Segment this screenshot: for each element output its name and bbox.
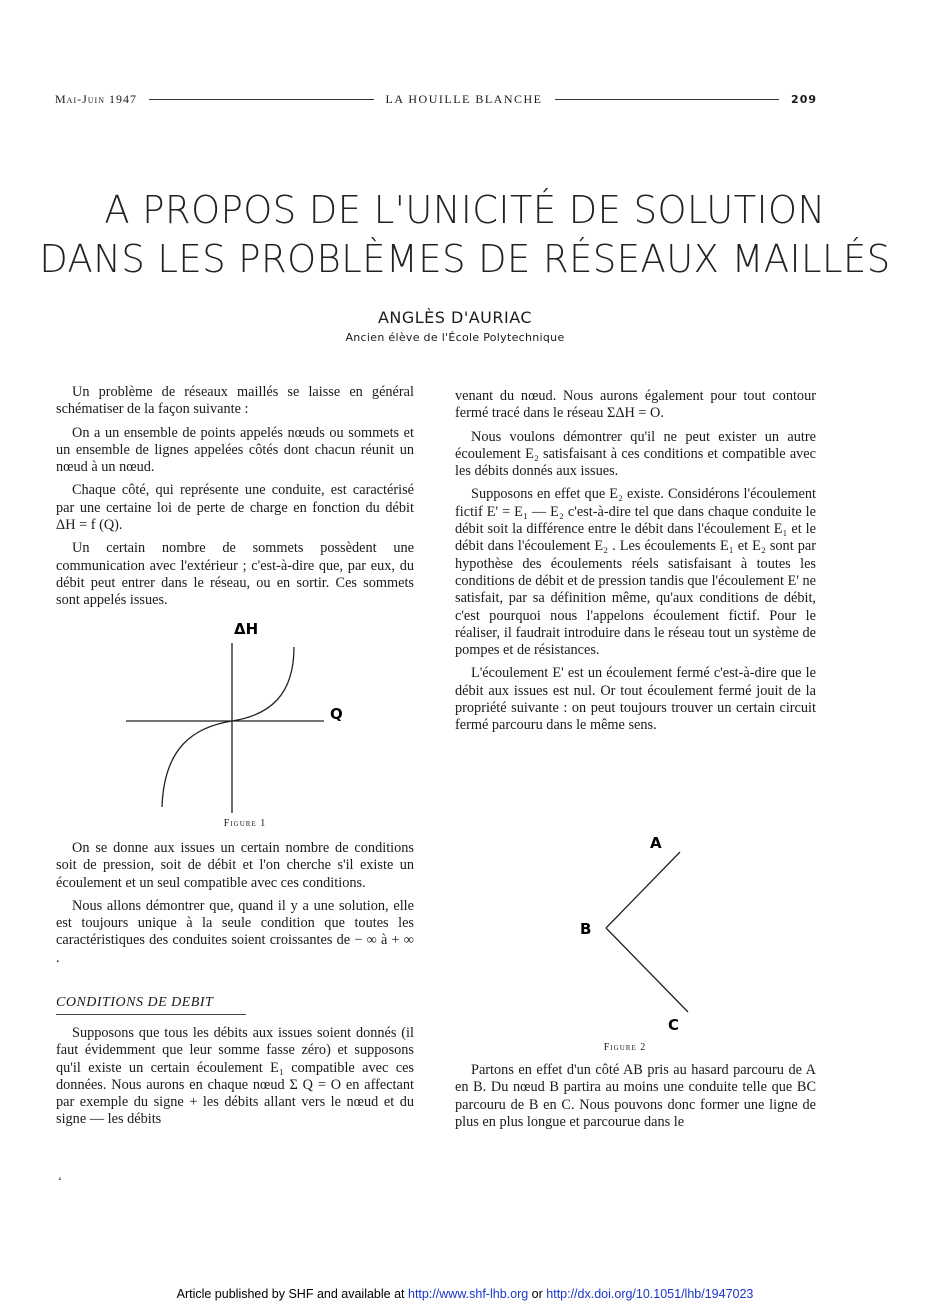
y-axis-label: ΔH (234, 620, 259, 638)
footer-text: Article published by SHF and available at (176, 1287, 408, 1301)
edge-ab (606, 852, 680, 928)
right-column-main (455, 388, 816, 741)
publication-footer (0, 1287, 930, 1301)
paragraph: Supposons en effet que E₂ existe. Considérons l'écoulement fictif E' = E₁ — E₂ c'est-à-dire tel que dans chaque conduite le débit soit la différence entre le débit dans l'écoulement E₁ et le débit dans l'écoulement E₂ . Les écoulements E₁ et E₂ sont par hypothèse des écoulements réels satisfaisant à toutes les conditions de débit et de pression tandis que l'écoulement E' ne satisfait, par sa définition même, qu'aux conditions de débit, c'est pourquoi nous l'appelons écoulement fictif. Pour le réaliser, il faudrait introduire dans le réseau tout un système de pompes et de résistances. (455, 486, 816, 659)
paragraph: On a un ensemble de points appelés nœuds ou sommets et un ensemble de lignes appelées côtés dont chacun réunit un nœud à un nœud. (56, 424, 414, 476)
article-title-line-1: A PROPOS DE L'UNICITÉ DE SOLUTION (104, 188, 826, 232)
shf-link[interactable]: http://www.shf-lhb.org (408, 1287, 529, 1301)
section-heading: CONDITIONS DE DEBIT (56, 995, 246, 1015)
paragraph: L'écoulement E' est un écoulement fermé c'est-à-dire que le débit aux issues est nul. Or tout écoulement fermé jouit de la propriété suivante : on peut toujours trouver un certain circuit fermé parcouru dans le même sens. (455, 665, 816, 734)
figure-2-path-diagram (570, 830, 710, 1040)
doi-link[interactable]: http://dx.doi.org/10.1051/lhb/1947023 (546, 1287, 754, 1301)
paragraph: Partons en effet d'un côté AB pris au hasard parcouru de A en B. Du nœud B partira au moins une conduite telle que BC parcouru de B en C. Nous pouvons donc former une ligne de plus en plus longue et parcourue dans le (455, 1062, 816, 1130)
issue-date: Mai-Juin 1947 (55, 91, 137, 106)
stray-mark: ʻ (58, 1174, 62, 1188)
node-b-label: B (580, 920, 592, 938)
left-column-conditions (56, 840, 414, 973)
figure-1-caption: Figure 1 (223, 818, 267, 829)
author-name: ANGLÈS D'AURIAC (377, 308, 533, 327)
paragraph: Supposons que tous les débits aux issues soient donnés (il faut évidemment que leur somme fasse zéro) et supposons qu'il existe un certain écoulement E₁ compatible avec ces données. Nous aurons en chaque nœud Σ Q = O en affectant par exemple du signe + les débits allant vers le nœud et du signe — les débits (56, 1025, 414, 1128)
header-rule-right (555, 99, 780, 100)
article-title-line-2: DANS LES PROBLÈMES DE RÉSEAUX MAILLÉS (39, 237, 891, 281)
node-a-label: A (650, 834, 662, 852)
running-header (55, 91, 817, 107)
x-axis-label: Q (330, 705, 343, 723)
paragraph: On se donne aux issues un certain nombre de conditions soit de pression, soit de débit et l'on cherche s'il existe un écoulement et un seul compatible avec ces conditions. (56, 840, 414, 891)
paragraph: Chaque côté, qui représente une conduite, est caractérisé par une certaine loi de perte de charge en fonction du débit ΔH = f (Q). (56, 482, 414, 534)
paragraph: Un problème de réseaux maillés se laisse en général schématiser de la façon suivante : (56, 384, 414, 418)
figure-1-characteristic-curve (120, 615, 360, 815)
author-affiliation: Ancien élève de l'École Polytechnique (345, 331, 565, 344)
left-column-intro (56, 384, 414, 616)
page-number: 209 (791, 92, 818, 106)
node-c-label: C (668, 1016, 680, 1034)
footer-text-mid: or (528, 1287, 547, 1301)
header-rule-left (149, 99, 374, 100)
figure-2-caption: Figure 2 (603, 1042, 647, 1053)
paragraph: Un certain nombre de sommets possèdent une communication avec l'extérieur ; c'est-à-dire que, par eux, du débit peut entrer dans le réseau, ou en sortir. Ces sommets sont appelés issues. (56, 540, 414, 609)
left-column-debit (56, 1025, 414, 1135)
paragraph: Nous allons démontrer que, quand il y a une solution, elle est toujours unique à la seule condition que toutes les caractéristiques des conduites soient croissantes de − ∞ à + ∞ . (56, 897, 414, 966)
paragraph: Nous voulons démontrer qu'il ne peut exister un autre écoulement E₂ satisfaisant à ces conditions et compatible avec les débits donnés aux issues. (455, 428, 816, 480)
loss-curve (162, 647, 294, 807)
journal-name: LA HOUILLE BLANCHE (385, 91, 543, 106)
paragraph: venant du nœud. Nous aurons également pour tout contour fermé tracé dans le réseau ΣΔH = O. (455, 388, 816, 422)
right-column-continued (455, 1062, 816, 1137)
edge-bc (606, 928, 688, 1012)
